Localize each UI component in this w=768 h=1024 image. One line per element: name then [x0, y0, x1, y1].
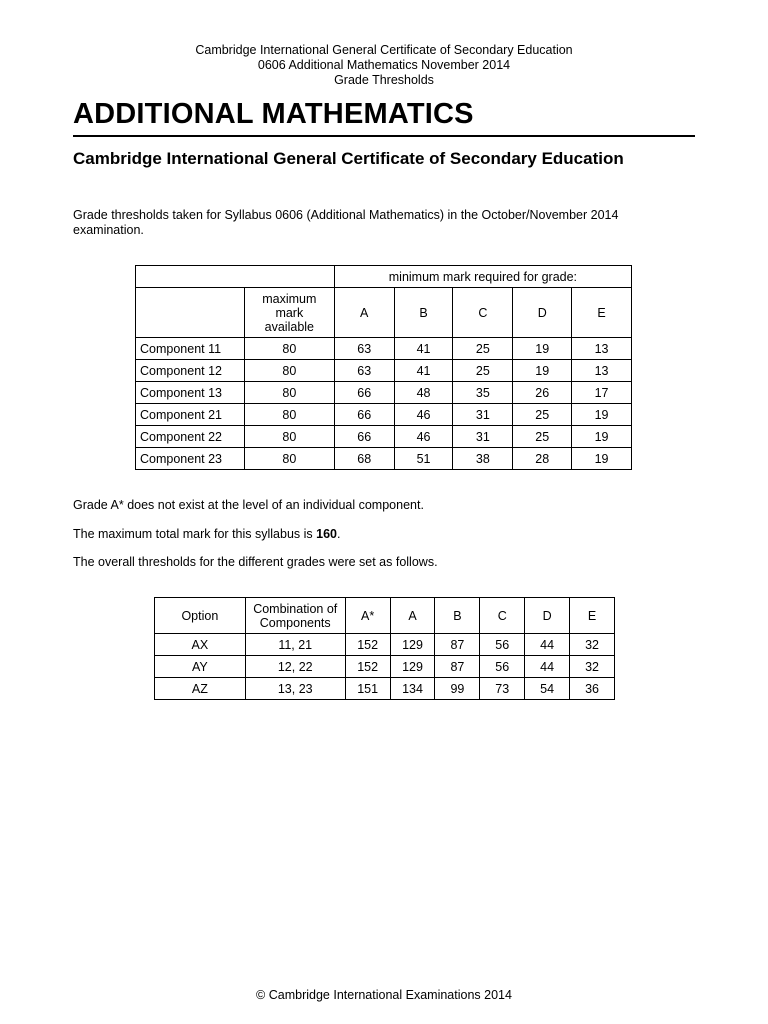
grade-mark: 87 [435, 656, 480, 678]
max-total-prefix: The maximum total mark for this syllabus is [73, 527, 317, 541]
grade-mark: 56 [480, 656, 525, 678]
page-title: ADDITIONAL MATHEMATICS [73, 98, 474, 130]
grade-mark: 151 [345, 678, 390, 700]
table-header-row [155, 598, 615, 634]
page-subtitle: Cambridge International General Certificate of Secondary Education [73, 149, 624, 168]
component-name: Component 13 [136, 382, 245, 404]
grade-mark: 17 [572, 382, 632, 404]
grade-mark: 46 [394, 404, 453, 426]
grade-mark: 19 [572, 448, 632, 470]
document-header [0, 43, 768, 88]
grade-mark: 129 [390, 656, 435, 678]
table-row [155, 656, 615, 678]
table-row [136, 360, 632, 382]
grade-mark: 25 [453, 360, 513, 382]
grade-mark: 73 [480, 678, 525, 700]
combination-header: Combination of Components [245, 598, 345, 634]
intro-paragraph: Grade thresholds taken for Syllabus 0606 (Additional Mathematics) in the October/November 2014 examination. [73, 208, 619, 237]
grade-mark: 51 [394, 448, 453, 470]
grade-header: E [572, 288, 632, 338]
table-row [155, 678, 615, 700]
grade-mark: 41 [394, 338, 453, 360]
component-name: Component 12 [136, 360, 245, 382]
grade-mark: 13 [572, 360, 632, 382]
grade-mark: 35 [453, 382, 513, 404]
grade-mark: 152 [345, 656, 390, 678]
grade-mark: 54 [525, 678, 570, 700]
grade-header: D [525, 598, 570, 634]
table-row [136, 404, 632, 426]
grade-header: D [513, 288, 572, 338]
component-name: Component 21 [136, 404, 245, 426]
option-code: AZ [155, 678, 246, 700]
table-row [155, 634, 615, 656]
grade-header: B [394, 288, 453, 338]
grade-mark: 66 [334, 426, 394, 448]
component-combination: 11, 21 [245, 634, 345, 656]
grade-group-header: minimum mark required for grade: [334, 266, 631, 288]
grade-mark: 32 [570, 634, 615, 656]
grade-mark: 26 [513, 382, 572, 404]
component-combination: 13, 23 [245, 678, 345, 700]
grade-mark: 31 [453, 404, 513, 426]
grade-mark: 87 [435, 634, 480, 656]
option-thresholds-table [154, 597, 615, 700]
max-total-note [73, 527, 340, 541]
grade-header: C [480, 598, 525, 634]
grade-mark: 63 [334, 360, 394, 382]
grade-mark: 19 [572, 426, 632, 448]
grade-mark: 66 [334, 404, 394, 426]
grade-mark: 99 [435, 678, 480, 700]
max-mark: 80 [244, 338, 334, 360]
grade-mark: 25 [513, 426, 572, 448]
grade-mark: 32 [570, 656, 615, 678]
component-name: Component 23 [136, 448, 245, 470]
option-header: Option [155, 598, 246, 634]
max-total-suffix: . [336, 527, 341, 541]
grade-mark: 68 [334, 448, 394, 470]
grade-mark: 41 [394, 360, 453, 382]
max-mark-header: maximum mark available [244, 288, 334, 338]
grade-mark: 36 [570, 678, 615, 700]
grade-mark: 129 [390, 634, 435, 656]
component-thresholds-table [135, 265, 632, 470]
component-combination: 12, 22 [245, 656, 345, 678]
grade-header: E [570, 598, 615, 634]
table-row [136, 426, 632, 448]
grade-mark: 31 [453, 426, 513, 448]
grade-mark: 44 [525, 634, 570, 656]
grade-mark: 46 [394, 426, 453, 448]
title-divider [73, 135, 695, 137]
option-code: AY [155, 656, 246, 678]
max-mark: 80 [244, 448, 334, 470]
copyright-footer: © Cambridge International Examinations 2014 [256, 988, 512, 1002]
grade-mark: 19 [513, 338, 572, 360]
grade-header: A [390, 598, 435, 634]
grade-mark: 25 [513, 404, 572, 426]
grade-header: C [453, 288, 513, 338]
table-row [136, 338, 632, 360]
grade-mark: 19 [572, 404, 632, 426]
table-row [136, 448, 632, 470]
option-code: AX [155, 634, 246, 656]
max-total-value: 160 [316, 527, 337, 541]
max-mark: 80 [244, 426, 334, 448]
grade-mark: 66 [334, 382, 394, 404]
grade-mark: 152 [345, 634, 390, 656]
table-corner-cell [136, 266, 335, 288]
max-mark: 80 [244, 404, 334, 426]
header-line-1: Cambridge International General Certificate of Secondary Education [195, 43, 573, 57]
component-name: Component 11 [136, 338, 245, 360]
grade-header: A [334, 288, 394, 338]
grade-mark: 19 [513, 360, 572, 382]
grade-header: A* [345, 598, 390, 634]
grade-mark: 13 [572, 338, 632, 360]
grade-mark: 48 [394, 382, 453, 404]
grade-mark: 44 [525, 656, 570, 678]
max-mark: 80 [244, 360, 334, 382]
component-name: Component 22 [136, 426, 245, 448]
grade-mark: 134 [390, 678, 435, 700]
header-line-3: Grade Thresholds [334, 73, 434, 87]
grade-mark: 63 [334, 338, 394, 360]
max-mark: 80 [244, 382, 334, 404]
a-star-note: Grade A* does not exist at the level of an individual component. [73, 498, 424, 512]
component-header-blank [136, 288, 245, 338]
overall-note: The overall thresholds for the different grades were set as follows. [73, 555, 438, 569]
table-row [136, 382, 632, 404]
header-line-2: 0606 Additional Mathematics November 2014 [257, 58, 511, 72]
grade-mark: 38 [453, 448, 513, 470]
grade-mark: 28 [513, 448, 572, 470]
grade-header: B [435, 598, 480, 634]
grade-mark: 56 [480, 634, 525, 656]
grade-mark: 25 [453, 338, 513, 360]
